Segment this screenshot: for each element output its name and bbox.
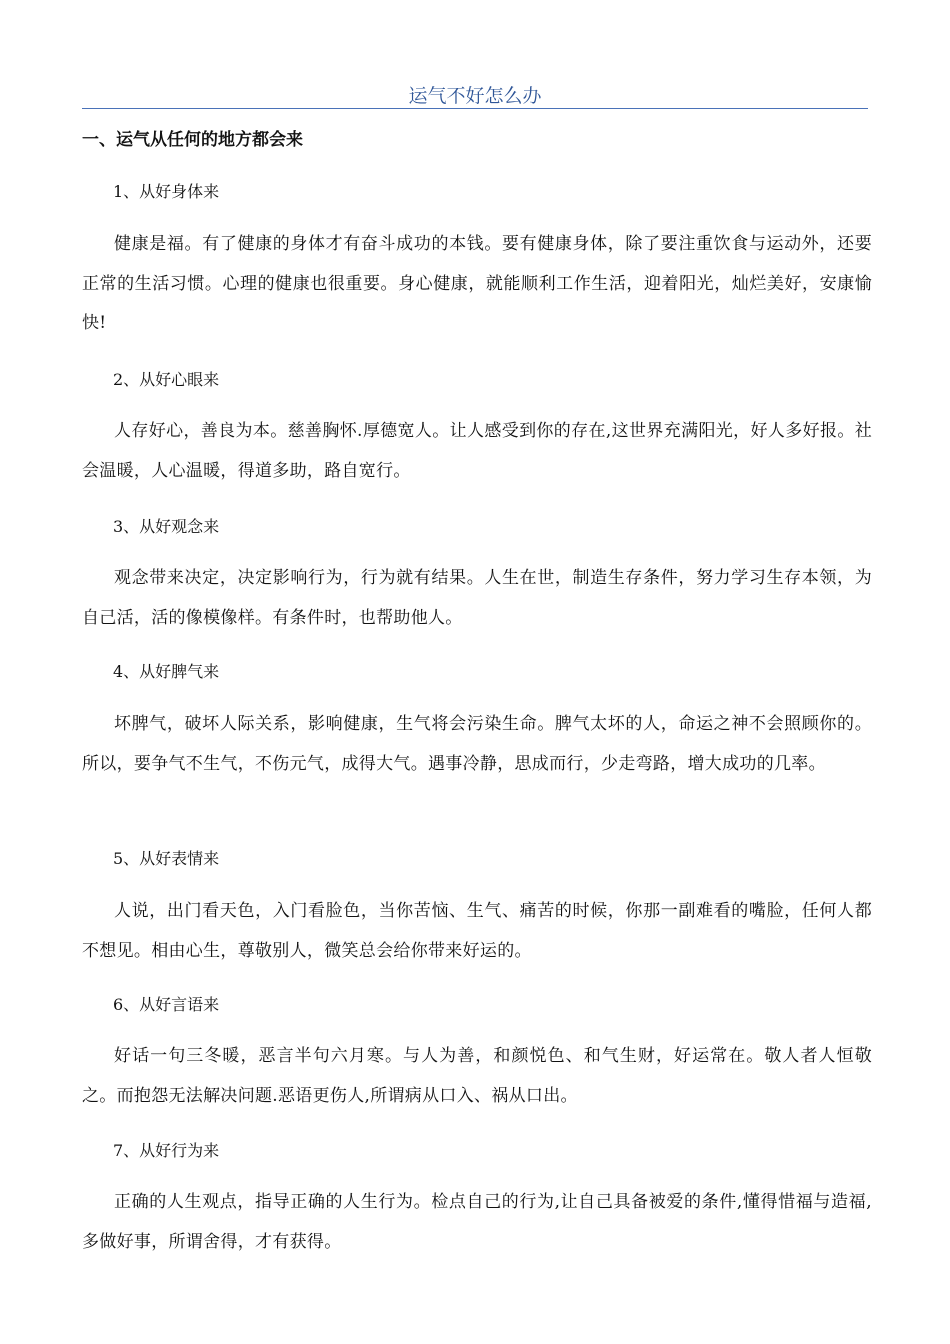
title-divider (82, 108, 868, 109)
item-body-6: 好话一句三冬暖，恶言半句六月寒。与人为善，和颜悦色、和气生财，好运常在。敬人者人恒敬之。而抱怨无法解决问题.恶语更伤人,所谓病从口入、祸从口出。 (82, 1046, 872, 1106)
item-body-7: 正确的人生观点，指导正确的人生行为。检点自己的行为,让自己具备被爱的条件,懂得惜福与造福,多做好事，所谓舍得，才有获得。 (82, 1192, 872, 1252)
document-title: 运气不好怎么办 (408, 85, 542, 107)
item-heading-3: 3、从好观念来 (113, 517, 220, 536)
item-body-5: 人说，出门看天色，入门看脸色，当你苦恼、生气、痛苦的时候，你那一副难看的嘴脸，任何人都不想见。相由心生，尊敬别人，微笑总会给你带来好运的。 (82, 901, 872, 961)
item-body-2: 人存好心，善良为本。慈善胸怀.厚德宽人。让人感受到你的存在,这世界充满阳光，好人多好报。社会温暖，人心温暖，得道多助，路自宽行。 (82, 421, 872, 481)
item-heading-1: 1、从好身体来 (113, 182, 220, 201)
item-body-3: 观念带来决定，决定影响行为，行为就有结果。人生在世，制造生存条件，努力学习生存本领，为自己活，活的像模像样。有条件时，也帮助他人。 (82, 568, 872, 628)
item-heading-6: 6、从好言语来 (113, 995, 220, 1014)
item-heading-2: 2、从好心眼来 (113, 370, 220, 389)
item-heading-5: 5、从好表情来 (113, 849, 220, 868)
item-heading-7: 7、从好行为来 (113, 1141, 220, 1160)
item-body-1: 健康是福。有了健康的身体才有奋斗成功的本钱。要有健康身体，除了要注重饮食与运动外，还要正常的生活习惯。心理的健康也很重要。身心健康，就能顺利工作生活，迎着阳光，灿烂美好，安康愉快! (82, 234, 872, 333)
item-heading-4: 4、从好脾气来 (113, 662, 220, 681)
section-heading: 一、运气从任何的地方都会来 (82, 130, 303, 150)
item-body-4: 坏脾气，破坏人际关系，影响健康，生气将会污染生命。脾气太坏的人，命运之神不会照顾你的。所以，要争气不生气，不伤元气，成得大气。遇事冷静，思成而行，少走弯路，增大成功的几率。 (82, 714, 872, 774)
